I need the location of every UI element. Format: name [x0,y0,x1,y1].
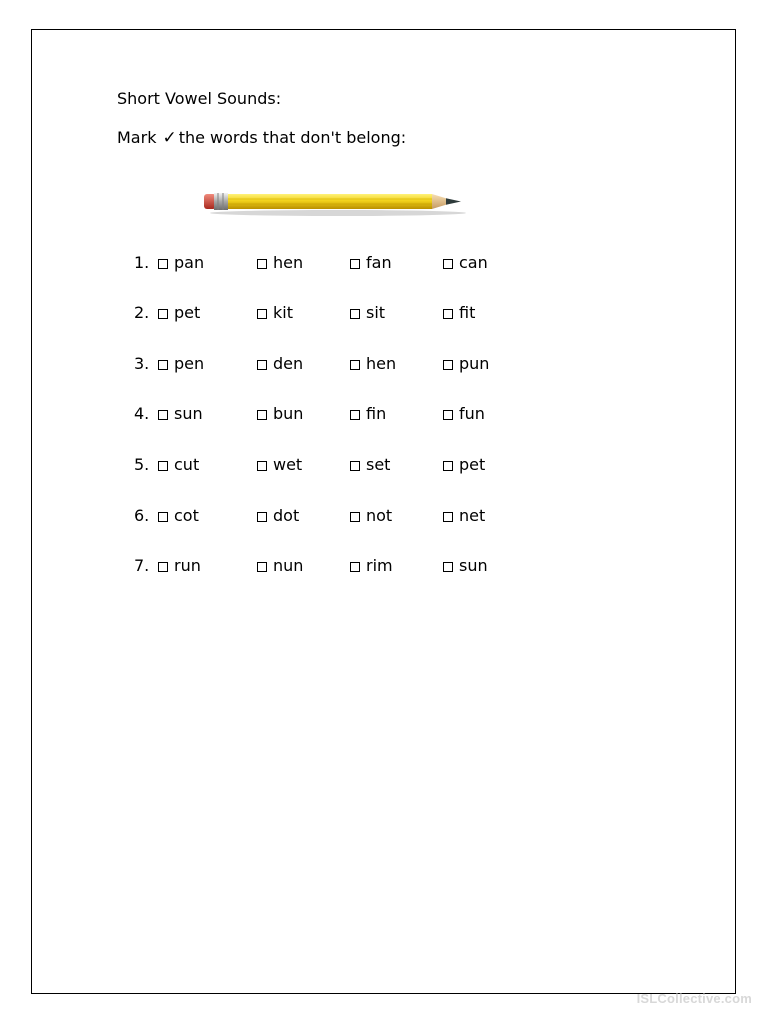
checkbox-icon[interactable] [350,360,360,370]
checkbox-icon[interactable] [158,309,168,319]
checkbox-icon[interactable] [257,512,267,522]
word-label: fun [459,404,485,423]
word-option[interactable] [257,556,303,575]
word-label: cot [174,506,199,525]
word-label: pet [459,455,486,474]
exercise-row [0,303,768,327]
checkbox-icon[interactable] [350,259,360,269]
row-number: 5. [134,455,150,474]
word-label: set [366,455,391,474]
word-label: sit [366,303,386,322]
exercise-row [0,455,768,479]
checkbox-icon[interactable] [257,360,267,370]
word-label: sun [459,556,488,575]
word-option[interactable] [443,506,485,525]
row-number: 7. [134,556,150,575]
word-label: dot [273,506,300,525]
word-option[interactable] [158,506,199,525]
word-option[interactable] [158,455,199,474]
word-label: fan [366,253,392,272]
word-option[interactable] [257,404,303,423]
word-label: run [174,556,201,575]
word-label: kit [273,303,293,322]
checkbox-icon[interactable] [257,309,267,319]
word-label: not [366,506,393,525]
word-option[interactable] [257,253,303,272]
checkbox-icon[interactable] [350,562,360,572]
checkbox-icon[interactable] [257,461,267,471]
word-option[interactable] [350,455,390,474]
word-label: pen [174,354,205,373]
instruction-prefix: Mark [117,128,157,147]
word-label: hen [273,253,304,272]
instruction-suffix: the words that don't belong: [178,128,407,147]
checkbox-icon[interactable] [158,562,168,572]
checkbox-icon[interactable] [350,461,360,471]
word-option[interactable] [257,303,293,322]
row-number: 1. [134,253,150,272]
exercise-row [0,556,768,580]
word-label: den [273,354,304,373]
word-option[interactable] [443,354,489,373]
word-label: wet [273,455,303,474]
word-option[interactable] [350,506,392,525]
word-label: nun [273,556,304,575]
checkbox-icon[interactable] [443,562,453,572]
checkbox-icon[interactable] [257,410,267,420]
checkbox-icon[interactable] [350,410,360,420]
word-label: hen [366,354,397,373]
word-label: bun [273,404,304,423]
word-option[interactable] [443,253,488,272]
checkmark-icon: ✓ [162,128,177,148]
word-option[interactable] [350,404,386,423]
word-option[interactable] [443,556,488,575]
checkbox-icon[interactable] [158,360,168,370]
word-label: pet [174,303,201,322]
word-label: net [459,506,486,525]
word-label: pun [459,354,490,373]
exercise-row [0,404,768,428]
checkbox-icon[interactable] [443,360,453,370]
row-number: 4. [134,404,150,423]
word-label: fin [366,404,387,423]
checkbox-icon[interactable] [158,410,168,420]
word-label: sun [174,404,203,423]
word-option[interactable] [158,354,204,373]
word-label: fit [459,303,476,322]
checkbox-icon[interactable] [443,259,453,269]
checkbox-icon[interactable] [443,410,453,420]
exercise-row [0,506,768,530]
word-option[interactable] [350,303,385,322]
word-option[interactable] [158,404,203,423]
word-label: rim [366,556,393,575]
word-label: pan [174,253,205,272]
word-option[interactable] [257,506,299,525]
checkbox-icon[interactable] [350,309,360,319]
checkbox-icon[interactable] [158,259,168,269]
checkbox-icon[interactable] [443,512,453,522]
word-option[interactable] [350,253,392,272]
checkbox-icon[interactable] [158,461,168,471]
exercise-row [0,354,768,378]
word-option[interactable] [158,253,204,272]
checkbox-icon[interactable] [350,512,360,522]
word-option[interactable] [158,556,201,575]
worksheet-title: Short Vowel Sounds: [117,89,282,108]
checkbox-icon[interactable] [443,309,453,319]
row-number: 2. [134,303,150,322]
watermark: ISLCollective.com [636,991,752,1006]
word-option[interactable] [257,354,303,373]
word-option[interactable] [443,303,475,322]
checkbox-icon[interactable] [257,259,267,269]
word-option[interactable] [350,354,396,373]
word-option[interactable] [443,455,485,474]
word-option[interactable] [257,455,302,474]
checkbox-icon[interactable] [443,461,453,471]
word-label: can [459,253,488,272]
word-option[interactable] [350,556,393,575]
word-option[interactable] [443,404,485,423]
exercise-row [0,253,768,277]
checkbox-icon[interactable] [257,562,267,572]
word-label: cut [174,455,200,474]
row-number: 3. [134,354,150,373]
word-option[interactable] [158,303,200,322]
checkbox-icon[interactable] [158,512,168,522]
row-number: 6. [134,506,150,525]
